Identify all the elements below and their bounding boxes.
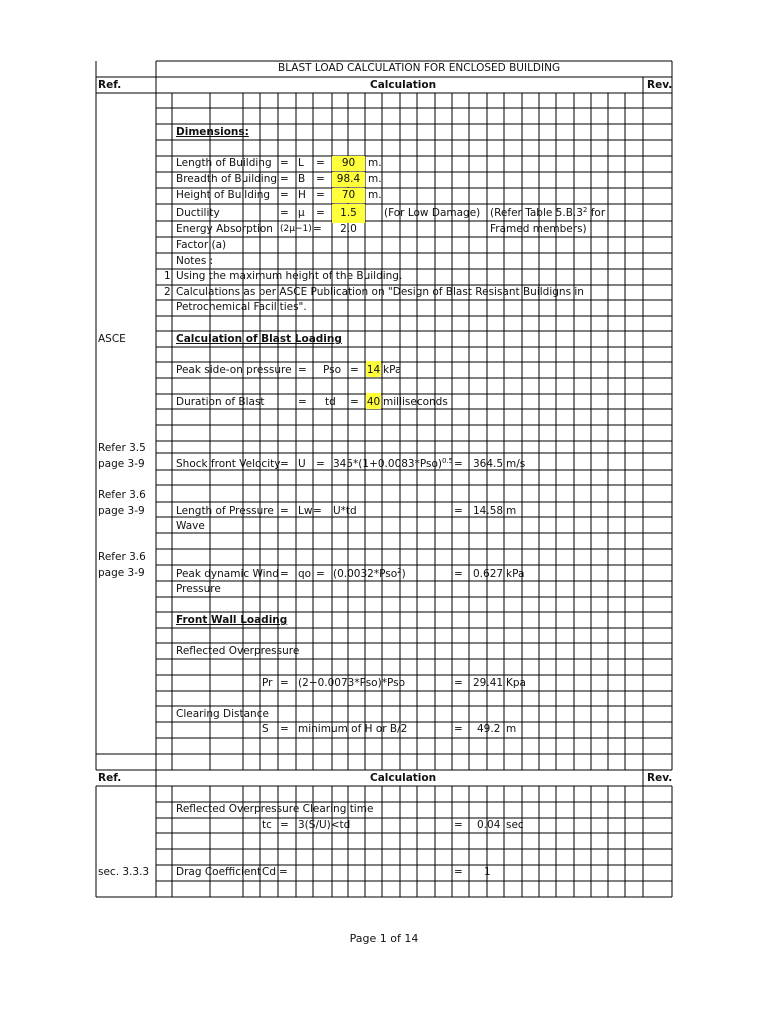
header-calculation: Calculation — [370, 79, 437, 91]
qo-formula-a: (0.0032*Pso — [333, 568, 398, 580]
header-2-rev: Rev. — [647, 772, 673, 784]
clearing-distance-label: Clearing Distance — [176, 708, 269, 720]
qo-formula-sup: 2 — [397, 567, 402, 575]
energy-reference: Framed members) — [490, 223, 587, 235]
breadth-label: Breadth of Building — [176, 173, 278, 185]
lw-reference-1: Refer 3.6 — [98, 489, 146, 501]
shock-eq3: = — [454, 458, 463, 470]
blast-reference: ASCE — [98, 333, 126, 345]
pr-formula: (2+0.0073*Pso)*Pso — [298, 677, 405, 689]
pso-eq2: = — [350, 364, 359, 376]
tc-unit: sec — [506, 819, 524, 831]
note-2-number: 2 — [164, 286, 171, 298]
shock-label: Shock front Velocity — [176, 458, 281, 470]
tc-label: Reflected Overpressure Clearing time — [176, 803, 374, 815]
shock-eq: = — [280, 458, 289, 470]
cd-eq: = — [279, 866, 288, 878]
s-value: 49.2 — [477, 723, 501, 735]
shock-reference-2: page 3-9 — [98, 458, 145, 470]
energy-value: 2.0 — [340, 223, 357, 235]
lw-eq3: = — [454, 505, 463, 517]
shock-symbol: U — [298, 458, 306, 470]
td-unit: milliseconds — [383, 396, 448, 408]
ductility-reference-sup: 2 — [582, 206, 588, 214]
breadth-eq: = — [280, 173, 289, 185]
height-value: 70 — [341, 189, 356, 201]
cd-eq2: = — [454, 866, 463, 878]
ductility-reference-b: for — [587, 207, 606, 219]
energy-label: Energy Absorption — [176, 223, 273, 235]
ductility-symbol: µ — [298, 207, 305, 219]
lw-unit: m — [506, 505, 517, 517]
breadth-value: 98.4 — [336, 173, 361, 185]
cd-label: Drag Coefficient — [176, 866, 262, 878]
td-label: Duration of Blast — [176, 396, 265, 408]
ductility-value: 1.5 — [340, 207, 357, 219]
shock-reference-1: Refer 3.5 — [98, 442, 146, 454]
energy-eq: = — [313, 223, 322, 235]
qo-unit: kPa — [506, 568, 525, 580]
blast-heading: Calculation of Blast Loading — [176, 333, 342, 345]
ductility-eq: = — [280, 207, 289, 219]
shock-formula — [333, 458, 453, 471]
shock-formula-base: 345*(1+0.0083*Pso) — [333, 458, 442, 470]
page-footer: Page 1 of 14 — [349, 932, 419, 945]
tc-eq2: = — [454, 819, 463, 831]
pso-symbol: Pso — [323, 364, 342, 376]
height-eq: = — [280, 189, 289, 201]
s-eq: = — [280, 723, 289, 735]
notes-heading: Notes : — [176, 255, 214, 267]
ductility-reference — [490, 207, 605, 220]
pso-label: Peak side-on pressure — [176, 364, 292, 376]
height-label: Height of Building — [176, 189, 271, 201]
breadth-symbol: B — [298, 173, 306, 185]
lw-eq: = — [280, 505, 289, 517]
length-unit: m. — [368, 157, 382, 169]
height-eq2: = — [316, 189, 325, 201]
s-symbol: S — [262, 723, 269, 735]
s-formula: minimum of H or B/2 — [298, 723, 408, 735]
lw-reference-2: page 3-9 — [98, 505, 145, 517]
front-wall-heading: Front Wall Loading — [176, 614, 288, 626]
breadth-unit: m. — [368, 173, 382, 185]
td-symbol: td — [325, 396, 336, 408]
qo-reference-1: Refer 3.6 — [98, 551, 146, 563]
shock-value: 364.5 — [473, 458, 504, 470]
lw-eq2: = — [313, 505, 322, 517]
qo-symbol: qo — [298, 568, 312, 580]
dimensions-heading: Dimensions: — [176, 126, 249, 138]
lw-label: Length of Pressure — [176, 505, 274, 517]
length-value: 90 — [341, 157, 356, 169]
ductility-reference-a: (Refer Table 5.B.3 — [490, 207, 583, 219]
note-1-number: 1 — [164, 270, 171, 282]
lw-symbol: Lw — [298, 505, 313, 517]
pr-unit: Kpa — [506, 677, 526, 689]
length-label: Length of Building — [176, 157, 272, 169]
pr-symbol: Pr — [262, 677, 273, 689]
ductility-note: (For Low Damage) — [384, 207, 481, 219]
lw-label-2: Wave — [176, 520, 205, 532]
breadth-eq2: = — [316, 173, 325, 185]
ductility-eq2: = — [316, 207, 325, 219]
reflected-overpressure-label: Reflected Overpressure — [176, 645, 300, 657]
sheet-title: BLAST LOAD CALCULATION FOR ENCLOSED BUILDING — [278, 62, 561, 74]
lw-value: 14.58 — [473, 505, 504, 517]
header-2-calculation: Calculation — [370, 772, 437, 784]
s-eq2: = — [454, 723, 463, 735]
pso-eq: = — [298, 364, 307, 376]
qo-eq2: = — [316, 568, 325, 580]
energy-label-2: Factor (a) — [176, 239, 227, 251]
lw-formula: U*td — [333, 505, 357, 517]
pso-unit: kPa — [383, 364, 402, 376]
length-symbol: L — [298, 157, 304, 169]
cd-value: 1 — [484, 866, 491, 878]
pr-eq: = — [280, 677, 289, 689]
qo-reference-2: page 3-9 — [98, 567, 145, 579]
td-value: 40 — [366, 396, 381, 408]
tc-symbol: tc — [262, 819, 272, 831]
note-2-text: Calculations as per ASCE Publication on "Design of Blast Resisant Buildigns in — [176, 286, 584, 298]
s-unit: m — [506, 723, 517, 735]
pso-value: 14 — [366, 364, 381, 376]
header-2-ref: Ref. — [98, 772, 122, 784]
note-1-text: Using the maximum height of the Building. — [176, 270, 403, 282]
tc-eq: = — [280, 819, 289, 831]
shock-unit: m/s — [506, 458, 526, 470]
qo-label: Peak dynamic Wind — [176, 568, 279, 580]
ductility-label: Ductility — [176, 207, 220, 219]
qo-eq3: = — [454, 568, 463, 580]
energy-expr: (2µ−1) — [280, 224, 312, 234]
height-unit: m. — [368, 189, 382, 201]
pr-eq2: = — [454, 677, 463, 689]
length-eq: = — [280, 157, 289, 169]
note-2-text-2: Petrochemical Facilities". — [176, 301, 307, 313]
cd-reference: sec. 3.3.3 — [98, 866, 150, 878]
pr-value: 29.41 — [473, 677, 504, 689]
td-eq: = — [298, 396, 307, 408]
cd-symbol: Cd — [262, 866, 276, 878]
header-ref: Ref. — [98, 79, 122, 91]
length-eq2: = — [316, 157, 325, 169]
qo-formula — [333, 568, 406, 581]
tc-formula: 3(S/U)<td — [298, 819, 351, 831]
tc-value: 0.04 — [477, 819, 501, 831]
height-symbol: H — [298, 189, 306, 201]
shock-eq2: = — [316, 458, 325, 470]
qo-label-2: Pressure — [176, 583, 221, 595]
header-rev: Rev. — [647, 79, 673, 91]
shock-formula-sup: 0.5 — [442, 457, 454, 465]
qo-eq: = — [280, 568, 289, 580]
qo-value: 0.627 — [473, 568, 504, 580]
td-eq2: = — [350, 396, 359, 408]
qo-formula-b: ) — [401, 568, 406, 580]
